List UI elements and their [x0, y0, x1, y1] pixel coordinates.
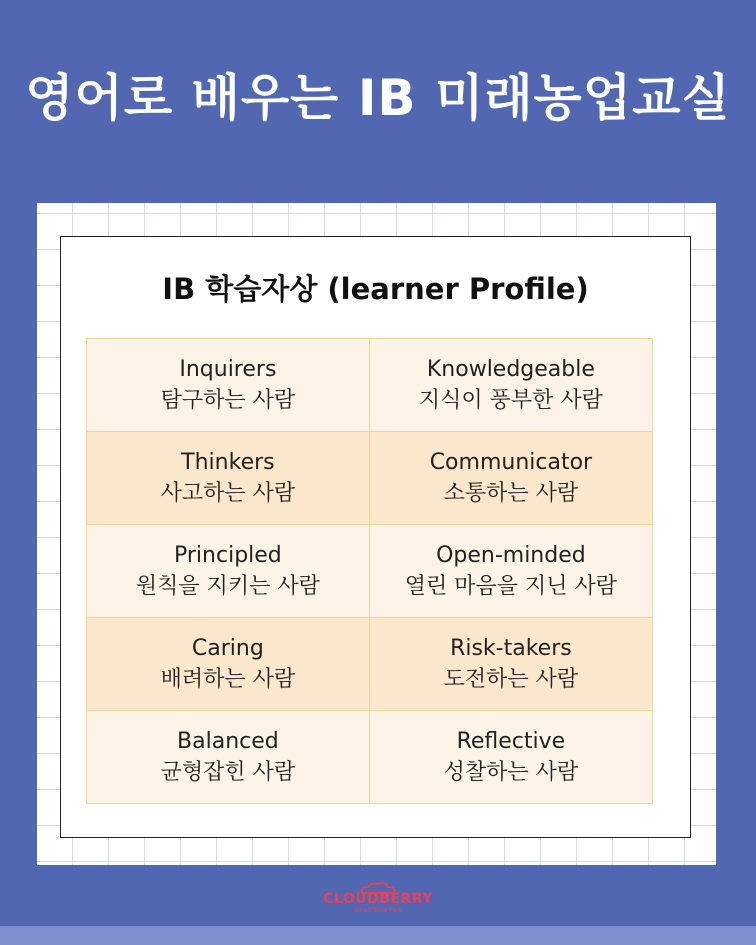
profile-korean: 열린 마음을 지닌 사람	[404, 574, 618, 599]
profile-korean: 성찰하는 사람	[443, 760, 579, 785]
profile-cell	[87, 711, 370, 804]
page-title: 영어로 배우는 IB 미래농업교실	[25, 69, 731, 127]
profile-korean: 균형잡힌 사람	[160, 760, 296, 785]
logo-tagline: Smart Bold Park	[353, 907, 403, 914]
profile-cell	[87, 339, 370, 432]
logo-name: CLOUDBERRY	[323, 891, 433, 907]
profile-english: Communicator	[429, 450, 593, 475]
profile-english: Inquirers	[179, 357, 277, 382]
card-title: IB 학습자상 (learner Profile)	[162, 272, 589, 306]
profile-english: Reflective	[456, 729, 566, 754]
profile-cell	[87, 525, 370, 618]
profile-cell	[87, 432, 370, 525]
cloudberry-logo	[0, 880, 756, 914]
profile-english: Caring	[191, 636, 264, 661]
profile-korean: 탐구하는 사람	[160, 388, 296, 413]
profile-english: Thinkers	[181, 450, 275, 475]
table-row	[87, 711, 653, 804]
profile-korean: 도전하는 사람	[443, 667, 579, 692]
learner-profile-table	[86, 338, 653, 804]
profile-korean: 지식이 풍부한 사람	[418, 388, 603, 413]
profile-korean: 소통하는 사람	[443, 481, 579, 506]
profile-english: Open-minded	[436, 543, 586, 568]
table-row	[87, 339, 653, 432]
table-row	[87, 618, 653, 711]
profile-cell	[369, 711, 652, 804]
table-row	[87, 432, 653, 525]
profile-korean: 배려하는 사람	[160, 667, 296, 692]
profile-cell	[369, 525, 652, 618]
profile-english: Principled	[174, 543, 282, 568]
profile-cell	[369, 618, 652, 711]
profile-english: Balanced	[177, 729, 279, 754]
profile-korean: 원칙을 지키는 사람	[135, 574, 320, 599]
footer-bar	[0, 926, 756, 945]
profile-korean: 사고하는 사람	[160, 481, 296, 506]
profile-english: Risk-takers	[450, 636, 572, 661]
profile-english: Knowledgeable	[426, 357, 595, 382]
table-row	[87, 525, 653, 618]
profile-cell	[369, 432, 652, 525]
profile-cell	[87, 618, 370, 711]
profile-cell	[369, 339, 652, 432]
